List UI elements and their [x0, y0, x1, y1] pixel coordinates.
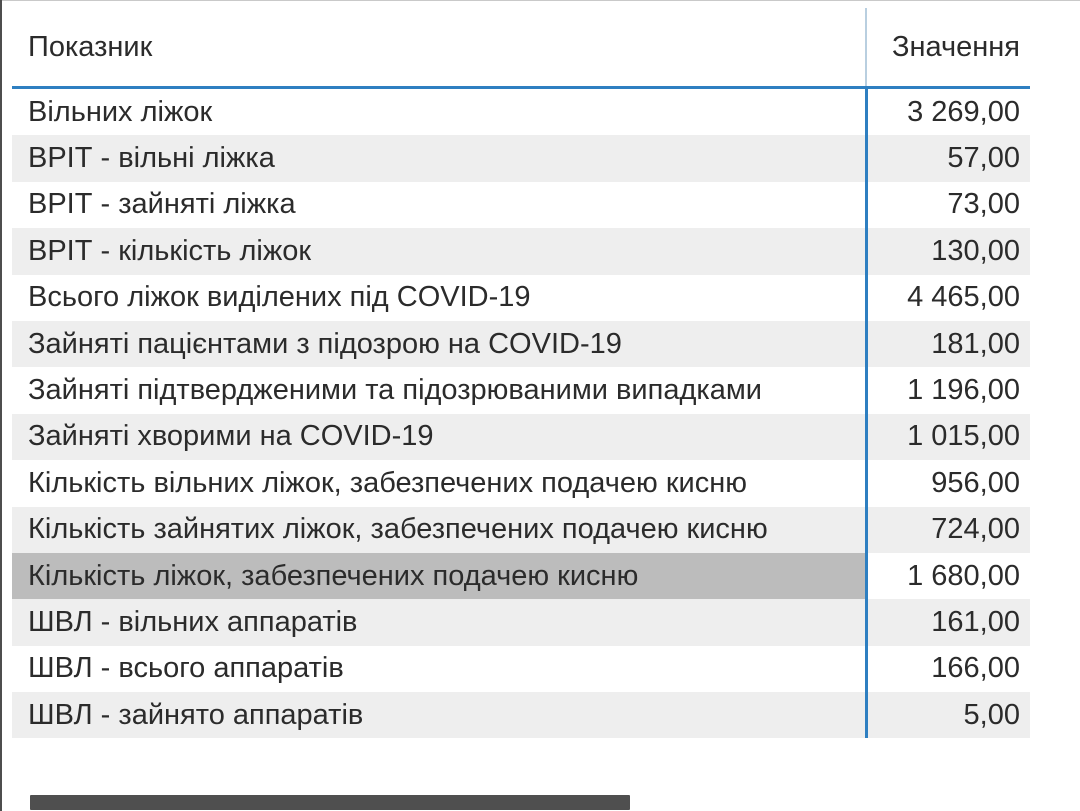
table-row[interactable] — [12, 275, 1030, 321]
table-row[interactable] — [12, 553, 1030, 599]
indicator-cell[interactable]: Кількість ліжок, забезпечених подачею кисню — [12, 553, 865, 599]
value-cell[interactable]: 1 015,00 — [865, 414, 1030, 460]
table-row[interactable] — [12, 89, 1030, 135]
value-cell[interactable]: 724,00 — [865, 507, 1030, 553]
table-row[interactable] — [12, 599, 1030, 645]
indicator-cell[interactable]: ШВЛ - вільних аппаратів — [12, 599, 865, 645]
indicator-cell[interactable]: Зайняті пацієнтами з підозрою на COVID-19 — [12, 321, 865, 367]
horizontal-scrollbar-thumb[interactable] — [30, 795, 630, 810]
value-cell[interactable]: 1 196,00 — [865, 367, 1030, 413]
table-body — [12, 89, 1030, 738]
value-cell[interactable]: 5,00 — [865, 692, 1030, 738]
value-cell[interactable]: 57,00 — [865, 135, 1030, 181]
indicator-cell[interactable]: Кількість зайнятих ліжок, забезпечених подачею кисню — [12, 507, 865, 553]
indicator-cell[interactable]: ШВЛ - всього аппаратів — [12, 646, 865, 692]
table-row[interactable] — [12, 646, 1030, 692]
column-header-indicator[interactable]: Показник — [28, 30, 153, 63]
indicators-table — [12, 8, 1030, 738]
table-row[interactable] — [12, 692, 1030, 738]
table-row[interactable] — [12, 182, 1030, 228]
indicator-cell[interactable]: ВРІТ - кількість ліжок — [12, 228, 865, 274]
table-row[interactable] — [12, 507, 1030, 553]
table-row[interactable] — [12, 228, 1030, 274]
table-row[interactable] — [12, 367, 1030, 413]
table-header-row — [12, 8, 1030, 89]
value-cell[interactable]: 166,00 — [865, 646, 1030, 692]
indicator-cell[interactable]: ВРІТ - вільні ліжка — [12, 135, 865, 181]
indicator-cell[interactable]: Зайняті хворими на COVID-19 — [12, 414, 865, 460]
value-cell[interactable]: 181,00 — [865, 321, 1030, 367]
value-cell[interactable]: 73,00 — [865, 182, 1030, 228]
table-row[interactable] — [12, 414, 1030, 460]
value-cell[interactable]: 1 680,00 — [865, 553, 1030, 599]
left-border-line — [0, 0, 2, 811]
indicator-cell[interactable]: Вільних ліжок — [12, 89, 865, 135]
table-row[interactable] — [12, 321, 1030, 367]
indicator-cell[interactable]: ШВЛ - зайнято аппаратів — [12, 692, 865, 738]
column-header-value[interactable]: Значення — [865, 8, 1030, 86]
value-cell[interactable]: 161,00 — [865, 599, 1030, 645]
indicator-cell[interactable]: Всього ліжок виділених під COVID-19 — [12, 275, 865, 321]
top-border-line — [0, 0, 1080, 1]
value-cell[interactable]: 130,00 — [865, 228, 1030, 274]
indicator-cell[interactable]: Кількість вільних ліжок, забезпечених подачею кисню — [12, 460, 865, 506]
table-row[interactable] — [12, 460, 1030, 506]
table-row[interactable] — [12, 135, 1030, 181]
indicator-cell[interactable]: Зайняті підтвердженими та підозрюваними випадками — [12, 367, 865, 413]
value-cell[interactable]: 4 465,00 — [865, 275, 1030, 321]
indicator-cell[interactable]: ВРІТ - зайняті ліжка — [12, 182, 865, 228]
value-cell[interactable]: 3 269,00 — [865, 89, 1030, 135]
value-cell[interactable]: 956,00 — [865, 460, 1030, 506]
